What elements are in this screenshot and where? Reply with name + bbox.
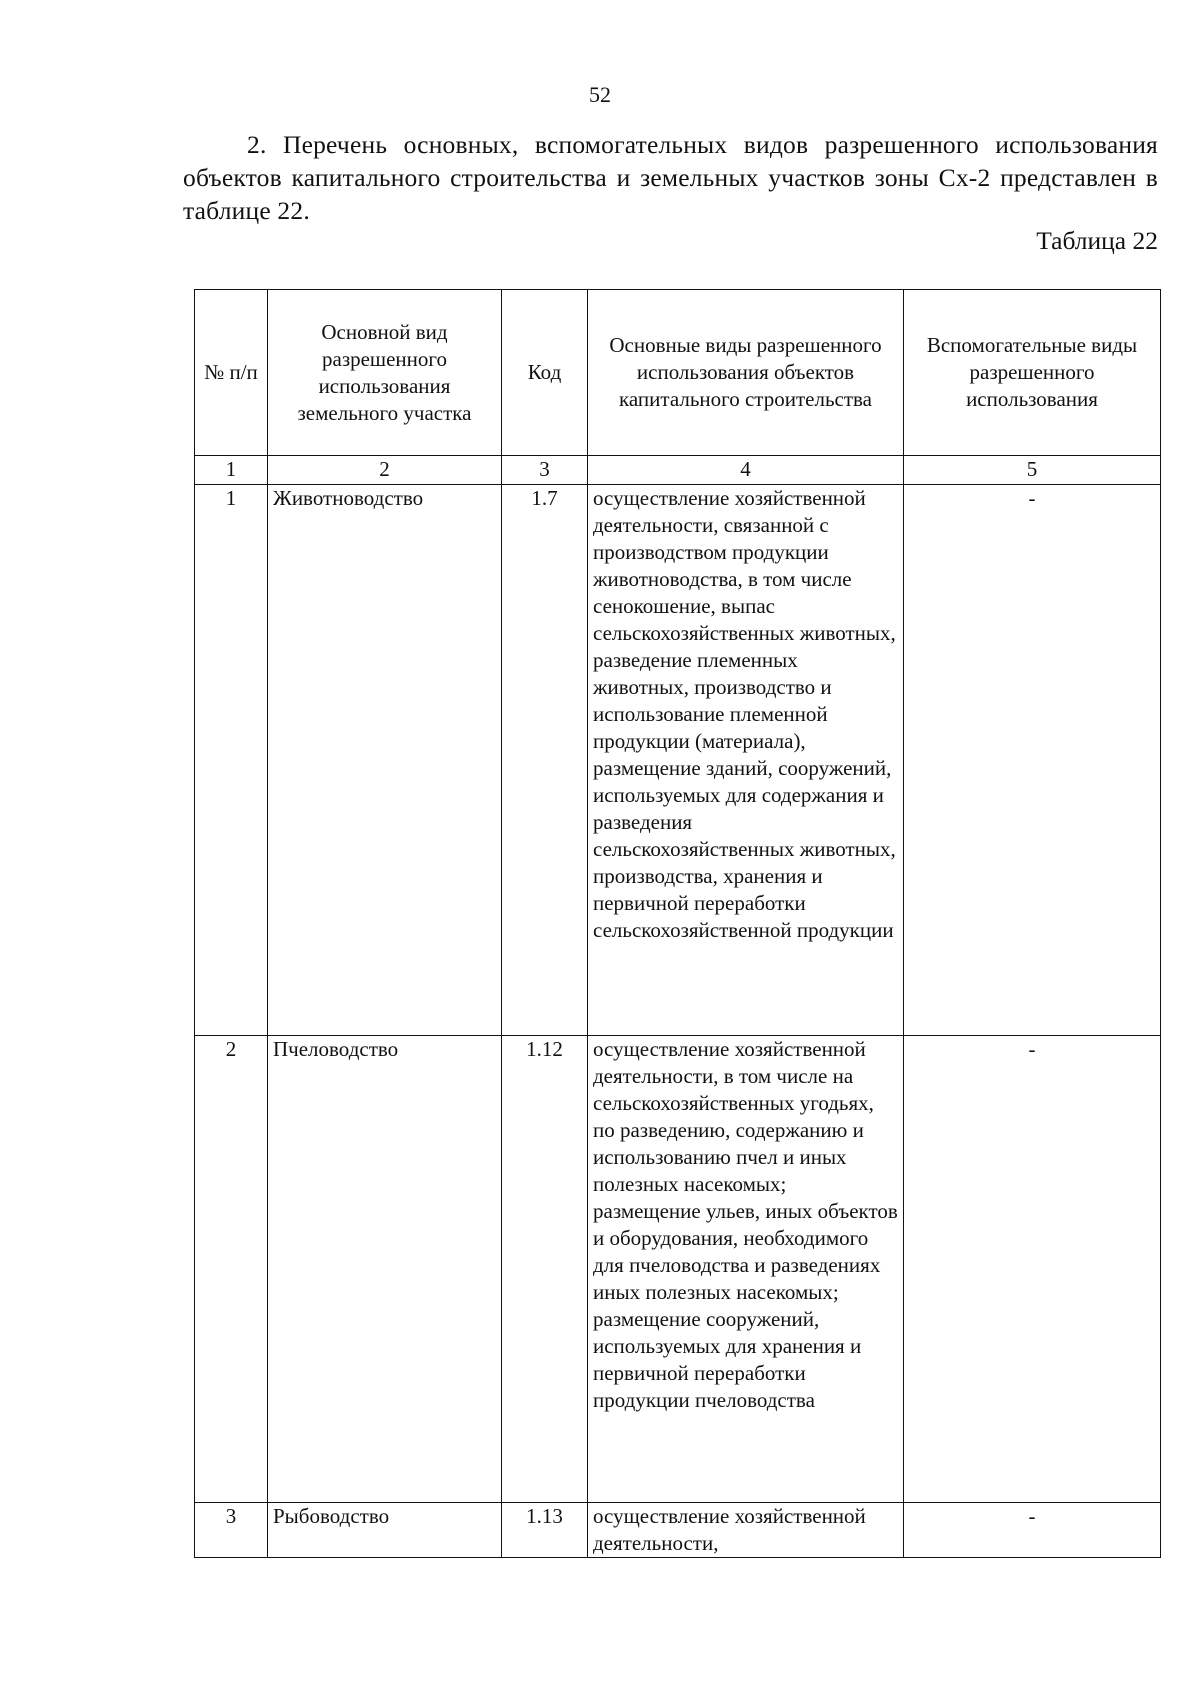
header-code: Код	[502, 290, 588, 456]
auxiliary-use: -	[904, 485, 1161, 1036]
table-row	[195, 1036, 1161, 1503]
table-row	[195, 485, 1161, 1036]
land-use-name: Рыбоводство	[268, 1503, 502, 1558]
land-use-table	[194, 289, 1161, 1558]
row-number: 1	[195, 485, 268, 1036]
column-index: 3	[502, 456, 588, 485]
header-number: № п/п	[195, 290, 268, 456]
column-index-row	[195, 456, 1161, 485]
land-use-code: 1.12	[502, 1036, 588, 1503]
intro-paragraph: 2. Перечень основных, вспомогательных видов разрешенного использования объектов капитального строительства и земельных участков зоны Сх-2 представлен в таблице 22.	[183, 130, 1158, 225]
row-number: 3	[195, 1503, 268, 1558]
auxiliary-use: -	[904, 1503, 1161, 1558]
header-auxiliary-use-types: Вспомогательные виды разрешенного использования	[904, 290, 1161, 456]
header-land-use-type: Основной вид разрешенного использования земельного участка	[268, 290, 502, 456]
column-index: 5	[904, 456, 1161, 485]
column-index: 4	[588, 456, 904, 485]
land-use-code: 1.7	[502, 485, 588, 1036]
land-use-description: осуществление хозяйственной деятельности, связанной с производством продукции животноводства, в том числе сенокошение, выпас сельскохозяйственных животных, разведение племенных животных, производство и использование племенной продукции (материала), размещение зданий, сооружений, используемых для содержания и разведения сельскохозяйственных животных, производства, хранения и первичной переработки сельскохозяйственной продукции	[588, 485, 904, 1036]
header-main-use-types: Основные виды разрешенного использования объектов капитального строительства	[588, 290, 904, 456]
table-header-row	[195, 290, 1161, 456]
auxiliary-use: -	[904, 1036, 1161, 1503]
land-use-code: 1.13	[502, 1503, 588, 1558]
land-use-description: осуществление хозяйственной деятельности, в том числе на сельскохозяйственных угодьях, по разведению, содержанию и использованию пчел и иных полезных насекомых; размещение ульев, иных объектов и оборудования, необходимого для пчеловодства и разведениях иных полезных насекомых; размещение сооружений, используемых для хранения и первичной переработки продукции пчеловодства	[588, 1036, 904, 1503]
row-number: 2	[195, 1036, 268, 1503]
page-number: 52	[589, 82, 611, 107]
table-caption: Таблица 22	[1036, 226, 1158, 255]
land-use-name: Животноводство	[268, 485, 502, 1036]
land-use-name: Пчеловодство	[268, 1036, 502, 1503]
table-row	[195, 1503, 1161, 1558]
column-index: 1	[195, 456, 268, 485]
land-use-description: осуществление хозяйственной деятельности,	[588, 1503, 904, 1558]
column-index: 2	[268, 456, 502, 485]
